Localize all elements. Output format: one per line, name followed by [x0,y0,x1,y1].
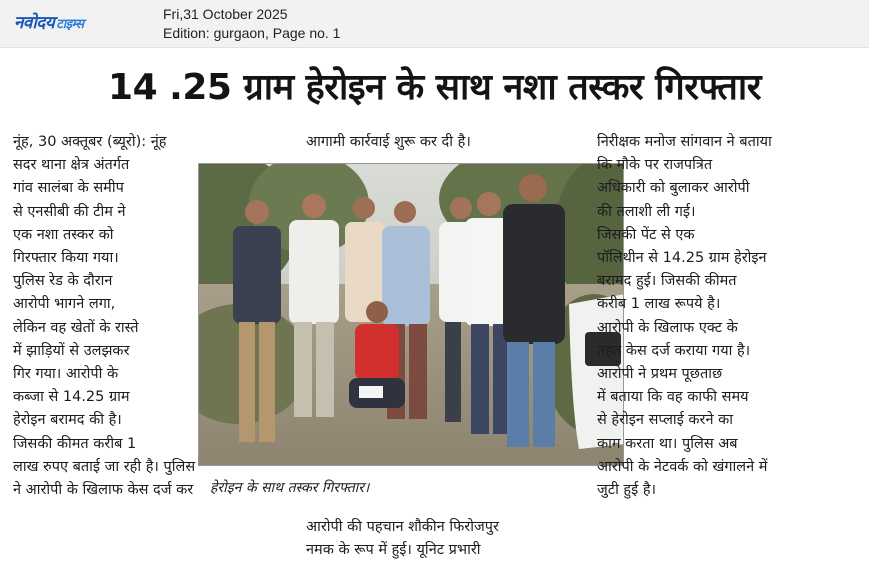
text-line: आरोपी के खिलाफ एक्ट के [597,319,738,336]
edition-page: Edition: gurgaon, Page no. 1 [163,25,341,41]
news-photo-image [199,164,624,466]
text-line: पॉलिथीन से 14.25 ग्राम हेरोइन [597,250,767,267]
article-column-middle-bottom [306,516,594,562]
article-headline: 14 .25 ग्राम हेरोइन के साथ नशा तस्कर गिरफ्तार [108,67,761,108]
text-line: काम करता था। पुलिस अब [597,435,738,452]
logo-sub-text: टाइम्स [56,17,84,32]
text-line: से हेरोइन सप्लाई करने का [597,412,734,429]
text-line: ने आरोपी के खिलाफ केस दर्ज कर [13,482,194,499]
text-line: नमक के रूप में हुई। यूनिट प्रभारी [306,542,481,559]
text-line: हेरोइन बरामद की है। [13,412,122,429]
text-line: गांव सालंबा के समीप [13,180,124,197]
text-line: लेकिन वह खेतों के रास्ते [13,319,139,336]
text-line: कि मौके पर राजपत्रित [597,157,713,174]
edition-date: Fri,31 October 2025 [163,6,288,22]
newspaper-logo[interactable] [14,10,84,33]
text-line: तहत केस दर्ज कराया गया है। [597,342,751,359]
article-column-middle-top [306,131,594,154]
text-line: गिरफ्तार किया गया। [13,250,119,267]
text-line: कब्जा से 14.25 ग्राम [13,389,130,406]
text-line: में झाड़ियों से उलझकर [13,342,130,359]
text-line: में बताया कि वह काफी समय [597,389,749,406]
text-line: एक नशा तस्कर को [13,226,114,243]
news-photo [198,163,624,466]
text-line: बरामद हुई। जिसकी कीमत [597,273,737,290]
text-line: आरोपी की पहचान शौकीन फिरोजपुर [306,519,499,535]
text-line: लाख रुपए बताई जा रही है। पुलिस [13,458,196,475]
text-line: से एनसीबी की टीम ने [13,203,126,220]
text-line: आगामी कार्रवाई शुरू कर दी है। [306,134,471,150]
text-line: नूंह, 30 अक्तूबर (ब्यूरो): नूंह [13,134,167,150]
text-line: सदर थाना क्षेत्र अंतर्गत [13,157,130,174]
edition-info [163,5,340,43]
text-line: पुलिस रेड के दौरान [13,273,113,290]
photo-caption: हेरोइन के साथ तस्कर गिरफ्तार। [210,480,370,496]
article-column-right [597,131,859,502]
logo-main-text: नवोदय [14,13,55,33]
top-bar [0,0,869,48]
text-line: आरोपी भागने लगा, [13,296,116,313]
text-line: करीब 1 लाख रूपये है। [597,296,721,313]
text-line: निरीक्षक मनोज सांगवान ने बताया [597,134,772,150]
text-line: जिसकी पेंट से एक [597,226,695,243]
text-line: आरोपी के नेटवर्क को खंगालने में [597,458,768,475]
text-line: जुटी हुई है। [597,482,657,499]
text-line: गिर गया। आरोपी के [13,366,119,383]
text-line: आरोपी ने प्रथम पूछताछ [597,366,723,383]
text-line: जिसकी कीमत करीब 1 [13,435,137,452]
text-line: अधिकारी को बुलाकर आरोपी [597,180,750,197]
text-line: की तलाशी ली गई। [597,203,696,220]
